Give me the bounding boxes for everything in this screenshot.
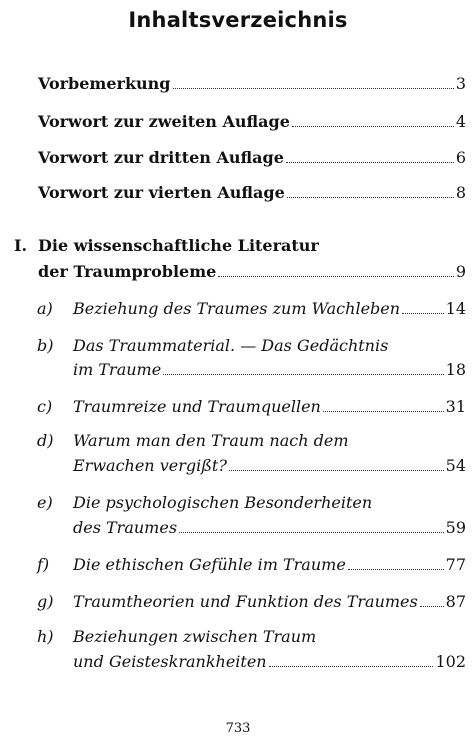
section-title: Beziehung des Traumes zum Wachleben <box>73 299 401 318</box>
chapter-number: I. <box>14 236 28 255</box>
toc-page-number: 59 <box>445 518 466 537</box>
section-title-line1: Die psychologischen Besonderheiten <box>73 493 373 512</box>
toc-entry-vorwort-zweite[interactable] <box>0 111 476 133</box>
toc-section-b[interactable] <box>0 335 476 357</box>
section-title: Traumreize und Traumquellen <box>73 397 321 416</box>
toc-page-number: 14 <box>445 299 466 318</box>
page-number-footer: 733 <box>225 721 251 736</box>
dot-leader <box>292 126 454 127</box>
section-letter: b) <box>37 336 54 355</box>
dot-leader <box>286 162 454 163</box>
dot-leader <box>420 606 444 607</box>
section-letter: h) <box>37 627 54 646</box>
section-letter: f) <box>37 555 50 574</box>
toc-section-e-line2[interactable] <box>0 517 476 539</box>
dot-leader <box>323 411 444 412</box>
toc-chapter-1-line2[interactable] <box>0 261 476 283</box>
dot-leader <box>402 313 444 314</box>
toc-section-b-line2[interactable] <box>0 359 476 381</box>
toc-page-number: 9 <box>455 262 466 281</box>
toc-entry-title: Vorbemerkung <box>38 74 171 93</box>
chapter-title-line2: der Traumprobleme <box>38 262 217 281</box>
toc-entry-vorwort-vierte[interactable] <box>0 182 476 204</box>
section-letter: d) <box>37 431 54 450</box>
page-title: Inhaltsverzeichnis <box>128 8 348 32</box>
toc-section-f[interactable] <box>0 554 476 576</box>
toc-chapter-1[interactable] <box>0 235 476 257</box>
toc-section-a[interactable] <box>0 298 476 320</box>
toc-page-number: 102 <box>435 652 466 671</box>
toc-page-number: 87 <box>445 592 466 611</box>
dot-leader <box>348 569 444 570</box>
toc-entry-title: Vorwort zur zweiten Auflage <box>38 112 290 131</box>
toc-page-number: 54 <box>445 456 466 475</box>
section-letter: a) <box>37 299 53 318</box>
dot-leader <box>173 88 454 89</box>
section-title-line1: Beziehungen zwischen Traum <box>73 627 317 646</box>
dot-leader <box>179 532 444 533</box>
toc-entry-title: Vorwort zur vierten Auflage <box>38 183 285 202</box>
toc-page-number: 18 <box>445 360 466 379</box>
toc-section-h-line2[interactable] <box>0 651 476 673</box>
toc-page-number: 4 <box>455 112 466 131</box>
toc-section-g[interactable] <box>0 591 476 613</box>
section-letter: g) <box>37 592 54 611</box>
dot-leader <box>163 374 443 375</box>
section-letter: e) <box>37 493 53 512</box>
section-letter: c) <box>37 397 53 416</box>
section-title-line2: und Geisteskrankheiten <box>73 652 267 671</box>
section-title: Die ethischen Gefühle im Traume <box>73 555 346 574</box>
toc-entry-vorbemerkung[interactable] <box>0 73 476 95</box>
section-title-line1: Warum man den Traum nach dem <box>73 431 349 450</box>
section-title-line2: im Traume <box>73 360 162 379</box>
section-title-line2: Erwachen vergißt? <box>73 456 227 475</box>
dot-leader <box>229 470 444 471</box>
toc-section-h[interactable] <box>0 626 476 648</box>
toc-page-number: 8 <box>455 183 466 202</box>
section-title-line2: des Traumes <box>73 518 178 537</box>
toc-entry-vorwort-dritte[interactable] <box>0 147 476 169</box>
toc-page-number: 77 <box>445 555 466 574</box>
toc-section-c[interactable] <box>0 396 476 418</box>
dot-leader <box>269 666 434 667</box>
section-title-line1: Das Traummaterial. — Das Gedächtnis <box>73 336 389 355</box>
toc-page-number: 31 <box>445 397 466 416</box>
dot-leader <box>218 276 454 277</box>
dot-leader <box>287 197 454 198</box>
toc-page-number: 3 <box>455 74 466 93</box>
toc-section-e[interactable] <box>0 492 476 514</box>
toc-page-number: 6 <box>455 148 466 167</box>
toc-section-d-line2[interactable] <box>0 455 476 477</box>
toc-section-d[interactable] <box>0 430 476 452</box>
chapter-title-line1: Die wissenschaftliche Literatur <box>38 236 319 255</box>
toc-entry-title: Vorwort zur dritten Auflage <box>38 148 284 167</box>
section-title: Traumtheorien und Funktion des Traumes <box>73 592 418 611</box>
